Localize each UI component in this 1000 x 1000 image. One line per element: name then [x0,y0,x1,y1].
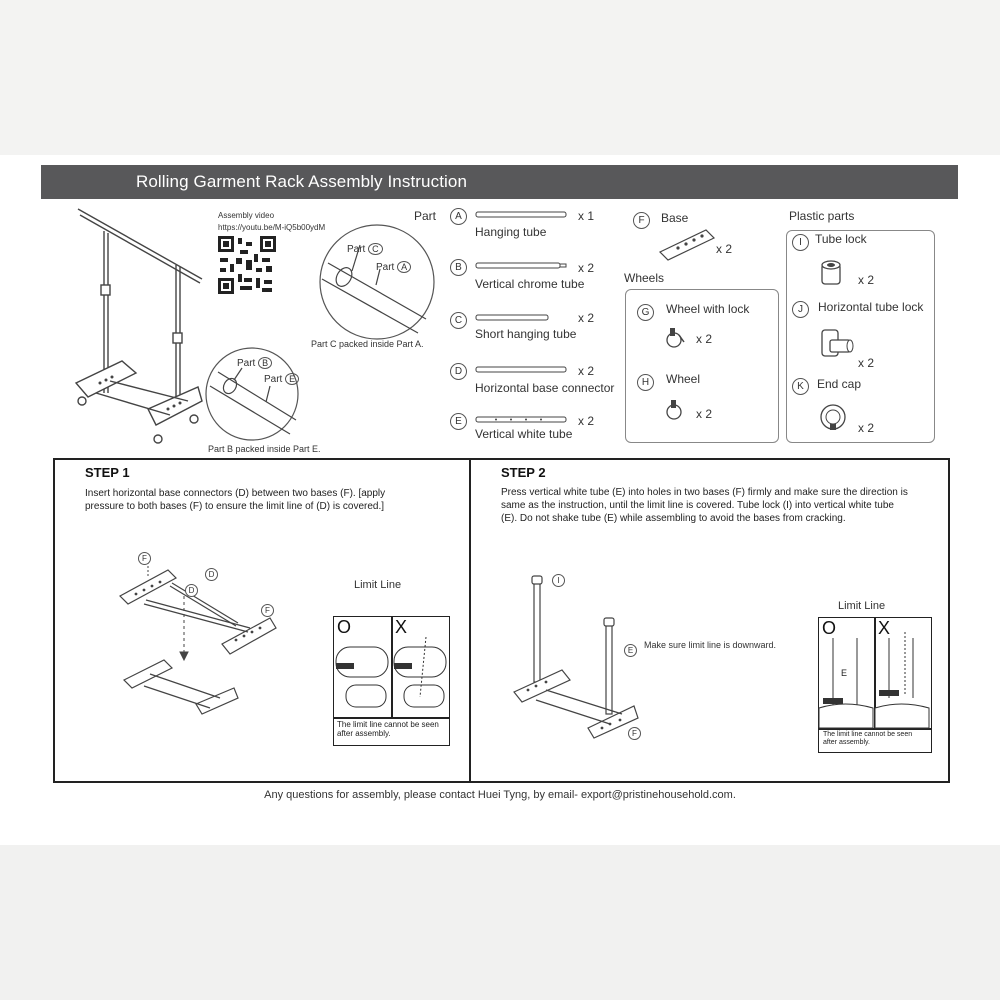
part-letter-i: I [792,234,809,251]
wheels-heading: Wheels [624,271,665,285]
step1-note: The limit line cannot be seen after assembly. [337,720,439,738]
horizontal-tube-lock-name: Horizontal tube lock [818,300,924,314]
horizontal-tube-lock-qty: x 2 [858,356,875,370]
wheel-qty: x 2 [696,407,713,421]
detail-circle-part-c [318,223,436,341]
part-letter-c: C [450,312,467,329]
part-letter-a: A [450,208,467,225]
short-hanging-tube-icon [476,314,568,322]
plastic-parts-box [786,230,935,443]
part-letter-f: F [633,212,650,229]
detail1-part-c-label: Part C [347,244,383,255]
part-name-d: Horizontal base connector [475,381,615,395]
parts-heading: Part [414,209,437,223]
step2-limit-line-label: Limit Line [838,600,886,612]
step2-text: Press vertical white tube (E) into holes in two bases (F) firmly and make sure the direction is same as the instruction, until the limit line is covered. Tube lock (I) into vertical white tube (E). Do not shake tube (E) while assembling to avoid the bases from cracking. [501,487,908,524]
end-cap-icon [818,402,848,432]
wheel-name: Wheel [666,372,701,386]
part-letter-k: K [792,378,809,395]
base-qty: x 2 [716,242,733,256]
part-qty-e: x 2 [578,414,595,428]
part-letter-g: G [637,304,654,321]
part-qty-a: x 1 [578,209,595,223]
step2-label-i: I [552,574,565,587]
horizontal-base-connector-icon [476,366,568,374]
end-cap-qty: x 2 [858,421,875,435]
step2-wrong-mark: X [878,618,891,638]
step2-inset-label-e: E [841,668,848,678]
plastic-heading: Plastic parts [789,209,855,223]
step1-assembly-illustration [110,556,285,731]
step1-label-f1: F [138,552,151,565]
part-letter-h: H [637,374,654,391]
qr-code-icon[interactable] [218,236,276,294]
page-title: Rolling Garment Rack Assembly Instruction [136,172,468,191]
part-name-a: Hanging tube [475,225,547,239]
tube-lock-icon [818,258,844,288]
step1-limit-line-inset [333,616,450,746]
step2-limit-line-inset [818,617,932,753]
detail1-part-a-label: Part A [376,262,411,273]
vertical-chrome-tube-icon [476,262,568,270]
footer-contact: Any questions for assembly, please contact Huei Tyng, by email- export@pristinehousehold.com. [264,789,736,801]
part-name-b: Vertical chrome tube [475,277,585,291]
part-name-c: Short hanging tube [475,327,577,341]
step2-label-f: F [628,727,641,740]
step1-text: Insert horizontal base connectors (D) between two bases (F). [apply pressure to both bases (F) to ensure the limit line of (D) is covered.] [85,488,386,512]
detail2-part-e-label: Part E [264,374,299,385]
step1-label-d2: D [205,568,218,581]
part-name-e: Vertical white tube [475,427,573,441]
wheel-lock-name: Wheel with lock [666,302,750,316]
tube-lock-qty: x 2 [858,273,875,287]
vertical-white-tube-icon [476,416,568,424]
part-letter-d: D [450,363,467,380]
part-qty-d: x 2 [578,364,595,378]
video-label: Assembly video [218,211,275,220]
wheel-with-lock-icon [662,326,686,350]
garment-rack-illustration [70,203,210,448]
step1-title: STEP 1 [85,465,130,480]
step1-label-d1: D [185,584,198,597]
step2-title: STEP 2 [501,465,546,480]
step2-downward-note: Make sure limit line is downward. [644,640,777,650]
hanging-tube-icon [476,211,568,219]
part-letter-e: E [450,413,467,430]
step1-label-f2: F [261,604,274,617]
step2-label-e: E [624,644,637,657]
end-cap-name: End cap [817,377,862,391]
step1-correct-mark: O [337,617,352,637]
part-letter-j: J [792,301,809,318]
step2-correct-mark: O [822,618,837,638]
step1-limit-line-label: Limit Line [354,579,402,591]
base-icon [658,226,716,262]
wheel-icon [662,398,686,422]
detail1-caption: Part C packed inside Part A. [311,339,424,349]
step2-assembly-illustration [510,572,640,742]
video-url[interactable]: https://youtu.be/M-iQ5b00ydM [218,223,326,232]
part-qty-c: x 2 [578,311,595,325]
background-bottom [0,845,1000,1000]
step2-note: The limit line cannot be seen after assembly. [823,731,913,746]
step1-wrong-mark: X [395,617,408,637]
detail2-caption: Part B packed inside Part E. [208,444,321,454]
title-bar [41,165,958,199]
part-qty-b: x 2 [578,261,595,275]
part-letter-b: B [450,259,467,276]
wheel-lock-qty: x 2 [696,332,713,346]
horizontal-tube-lock-icon [816,326,854,362]
tube-lock-name: Tube lock [815,232,867,246]
base-name: Base [661,211,689,225]
detail2-part-b-label: Part B [237,358,272,369]
